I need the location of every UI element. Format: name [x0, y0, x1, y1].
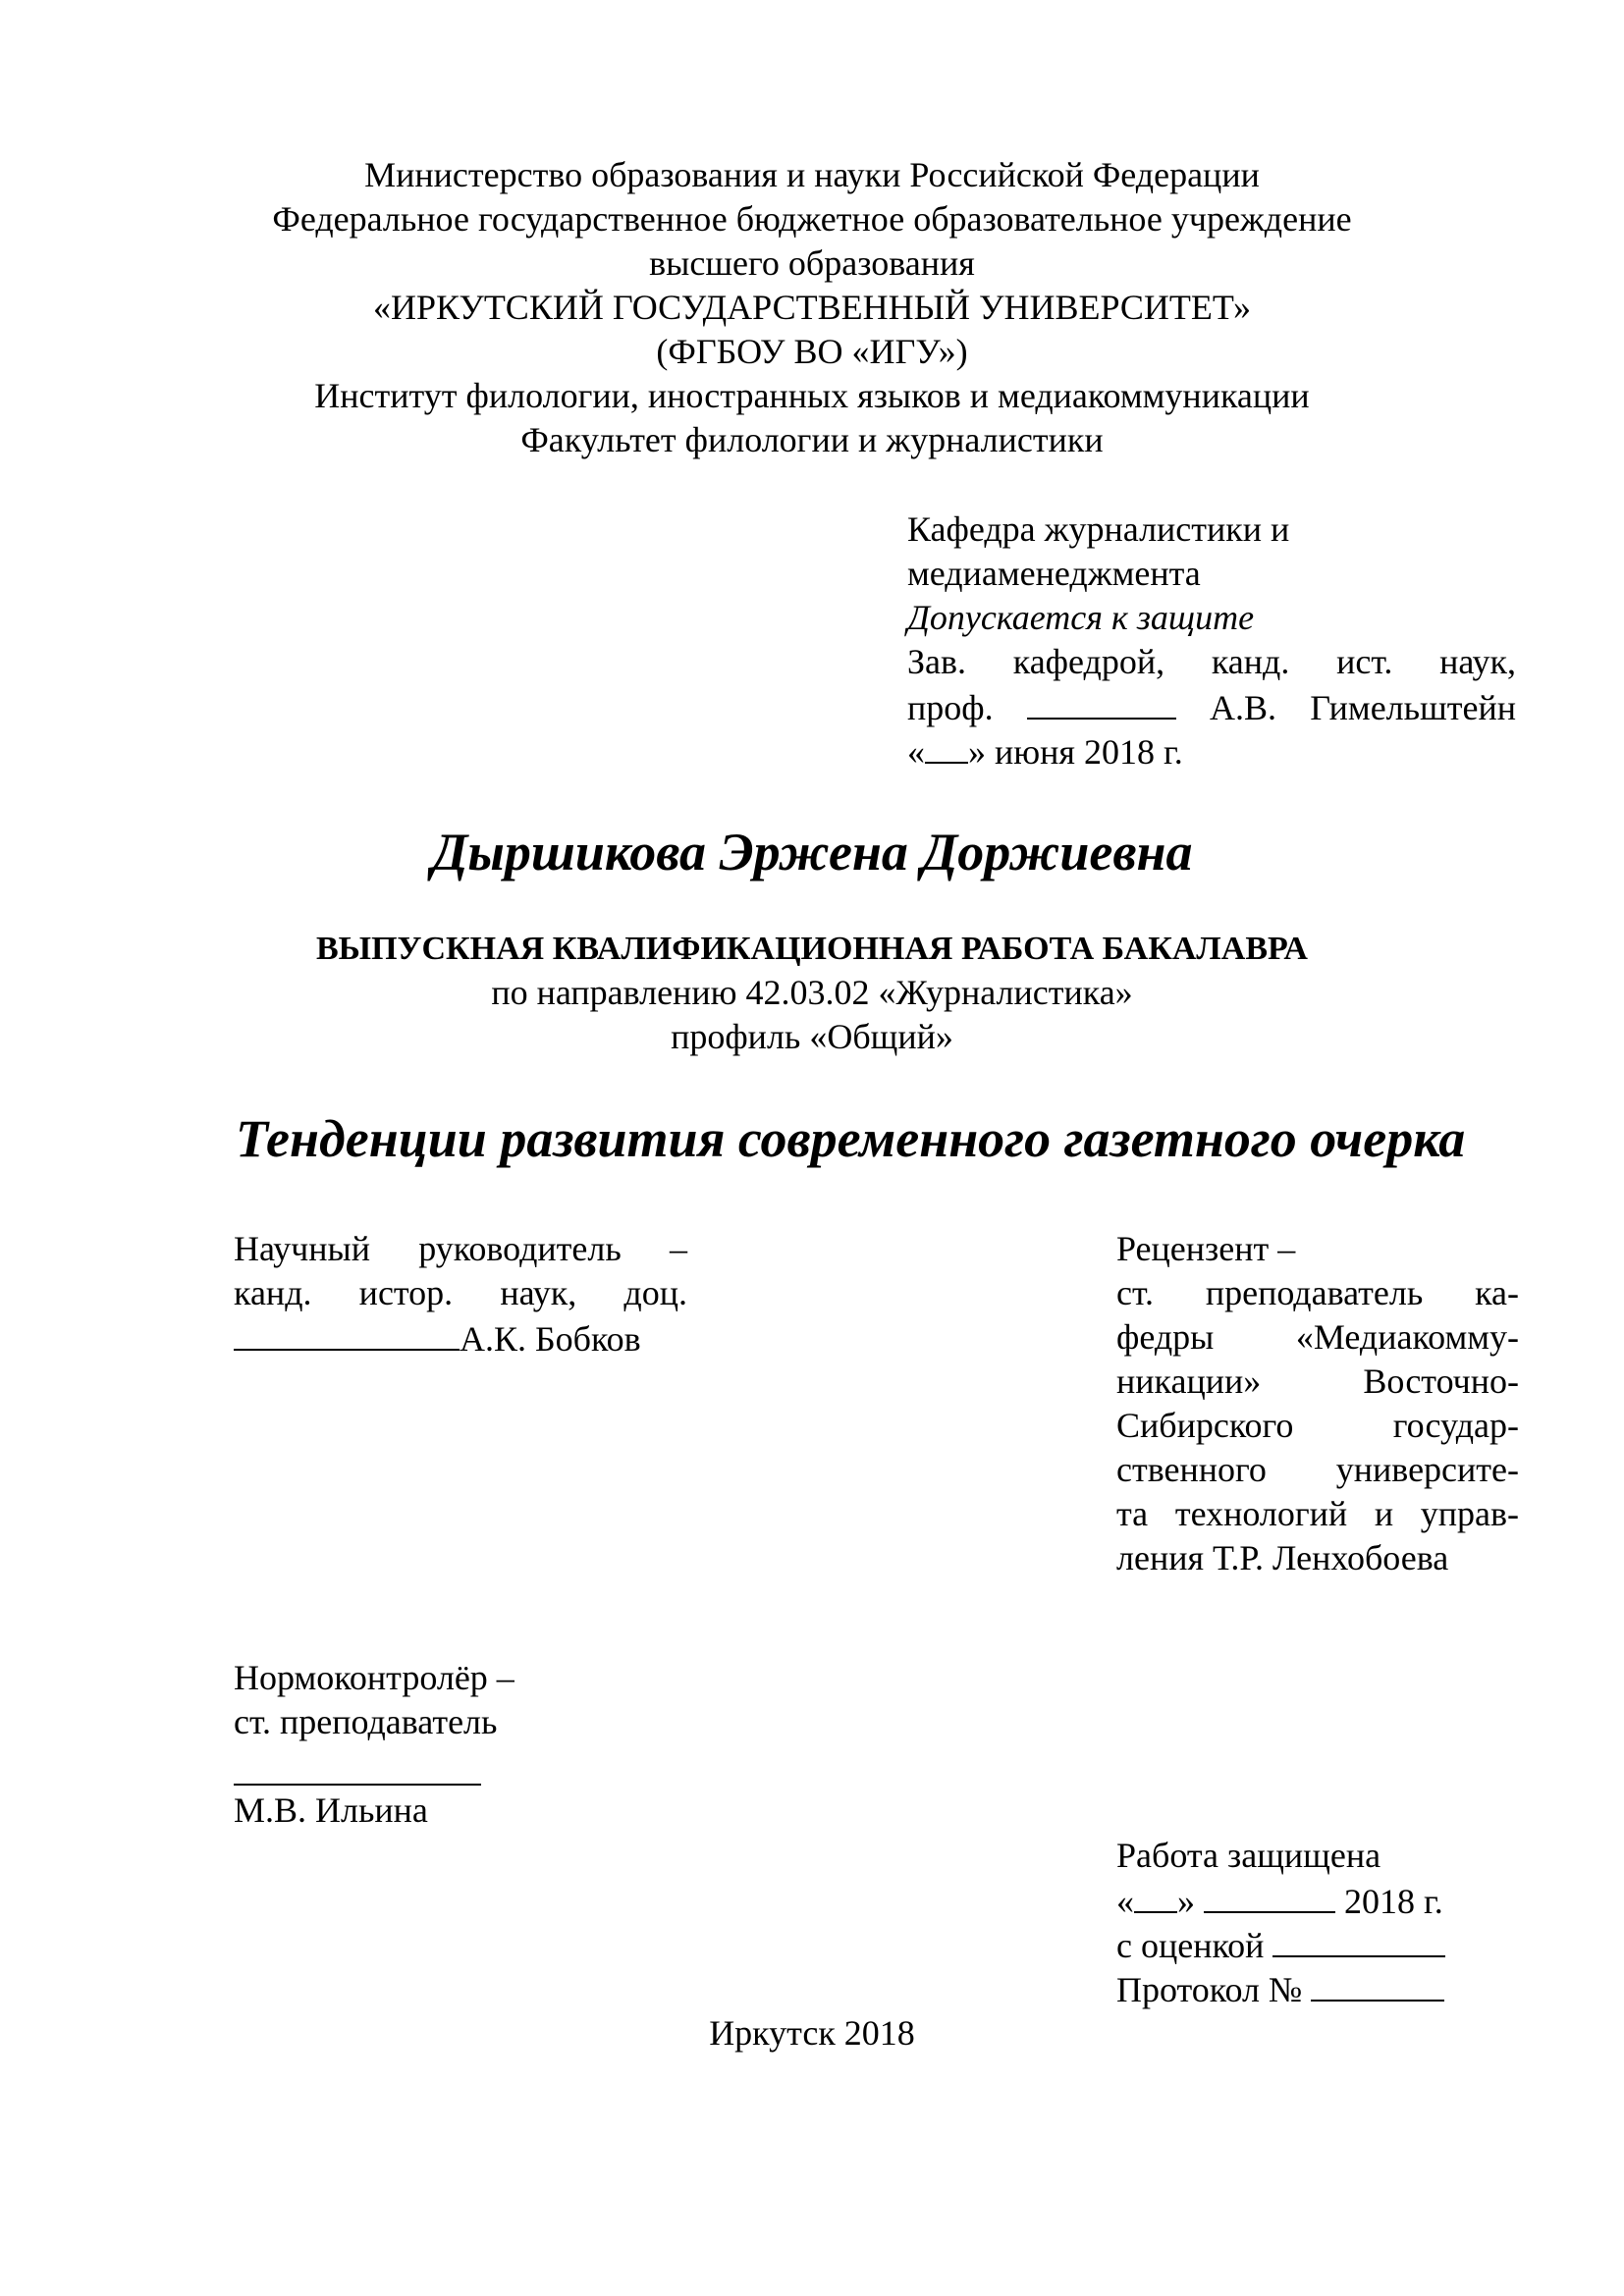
defense-month-blank: [1204, 1878, 1335, 1913]
supervisor-signature-line: [234, 1315, 641, 1362]
head-name: А.В. Гимельштейн: [1210, 688, 1517, 727]
defense-protocol-blank: [1311, 1966, 1444, 2002]
defense-day-blank: [1134, 1878, 1177, 1913]
institute-line: Институт филологии, иностранных языков и медиакоммуникации: [314, 376, 1310, 415]
normcontrol-line-2: ст. преподаватель: [234, 1702, 498, 1741]
reviewer-line: Сибирского государ-: [1116, 1406, 1519, 1445]
defense-year: 2018 г.: [1344, 1882, 1443, 1921]
normcontrol-name: М.В. Ильина: [234, 1790, 428, 1830]
reviewer-line: та технологий и управ-: [1116, 1494, 1519, 1533]
defense-protocol-label: Протокол №: [1116, 1970, 1303, 2009]
normcontrol-signature-blank: [234, 1784, 481, 1786]
defense-protocol-line: [1116, 1966, 1519, 2012]
defense-date-line: [1116, 1878, 1519, 1924]
reviewer-line: ственного университе-: [1116, 1450, 1519, 1489]
head-signature-blank: [1027, 684, 1176, 720]
ministry-line: Министерство образования и науки Российской Федерации: [364, 155, 1260, 194]
defense-grade-line: [1116, 1922, 1519, 1968]
supervisor-line-1: Научный руководитель –: [234, 1229, 687, 1268]
thesis-title: Тенденции развития современного газетного очерка: [236, 1109, 1466, 1168]
reviewer-line: Рецензент –: [1116, 1229, 1296, 1268]
head-prefix: проф.: [907, 688, 994, 727]
city-year: Иркутск 2018: [709, 2013, 915, 2053]
university-name: «ИРКУТСКИЙ ГОСУДАРСТВЕННЫЙ УНИВЕРСИТЕТ»: [373, 288, 1251, 327]
reviewer-line: ления Т.Р. Ленхобоева: [1116, 1538, 1449, 1577]
approval-day-blank: [925, 728, 968, 764]
supervisor-name: А.К. Бобков: [460, 1319, 641, 1359]
defense-line-1: Работа защищена: [1116, 1836, 1381, 1875]
admitted-to-defense: Допускается к защите: [907, 598, 1255, 637]
reviewer-line: никации» Восточно-: [1116, 1362, 1519, 1401]
work-direction: по направлению 42.03.02 «Журналистика»: [491, 973, 1133, 1012]
education-level-line: высшего образования: [649, 243, 975, 283]
work-type: ВЫПУСКНАЯ КВАЛИФИКАЦИОННАЯ РАБОТА БАКАЛАВРА: [316, 931, 1308, 967]
institution-line: Федеральное государственное бюджетное образовательное учреждение: [272, 199, 1352, 239]
department-line-2: медиаменеджмента: [907, 554, 1201, 593]
reviewer-line: федры «Медиакомму-: [1116, 1317, 1519, 1357]
supervisor-signature-blank: [234, 1315, 460, 1351]
approval-date-line: [907, 728, 1516, 774]
reviewer-line: ст. преподаватель ка-: [1116, 1273, 1519, 1312]
defense-grade-label: с оценкой: [1116, 1926, 1265, 1965]
head-of-department-line: Зав. кафедрой, канд. ист. наук,: [907, 642, 1516, 681]
university-abbreviation: (ФГБОУ ВО «ИГУ»): [656, 332, 968, 371]
approval-date-rest: » июня 2018 г.: [968, 732, 1183, 772]
head-signature-line: [907, 684, 1516, 730]
faculty-line: Факультет филологии и журналистики: [520, 420, 1104, 459]
defense-date-mid: »: [1177, 1882, 1195, 1921]
defense-date-open: «: [1116, 1882, 1134, 1921]
defense-grade-blank: [1272, 1922, 1445, 1957]
work-profile: профиль «Общий»: [671, 1017, 953, 1056]
approval-date-open: «: [907, 732, 925, 772]
supervisor-line-2: канд. истор. наук, доц.: [234, 1273, 687, 1312]
normcontrol-line-1: Нормоконтролёр –: [234, 1658, 514, 1697]
department-line-1: Кафедра журналистики и: [907, 509, 1290, 549]
author-name: Дыршикова Эржена Доржиевна: [431, 823, 1193, 881]
